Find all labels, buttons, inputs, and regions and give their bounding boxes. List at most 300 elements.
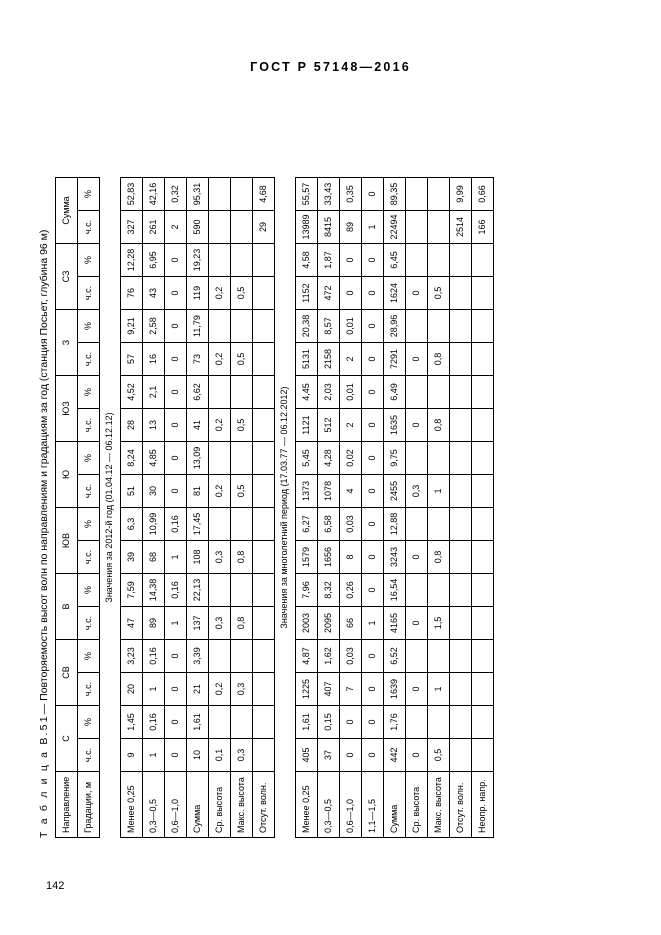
table-cell: 10: [187, 739, 209, 772]
table-cell: 0: [165, 310, 187, 343]
table-cell: [209, 508, 231, 541]
table-cell: [231, 442, 253, 475]
table-cell: [209, 244, 231, 277]
table-cell: [253, 310, 275, 343]
table-cell: 7,59: [121, 574, 143, 607]
table-cell: 55,57: [296, 178, 318, 211]
table-cell: 0: [165, 442, 187, 475]
table-cell: 0: [165, 244, 187, 277]
table-cell: 9,99: [450, 178, 472, 211]
table-cell: [231, 178, 253, 211]
table-cell: 68: [143, 541, 165, 574]
table-cell: 0: [362, 574, 384, 607]
table-cell: 0: [362, 244, 384, 277]
table-cell: [472, 376, 494, 409]
table-cell: 29: [253, 211, 275, 244]
table-cell: 0: [340, 277, 362, 310]
table-cell: [253, 376, 275, 409]
table-cell: 0,5: [231, 409, 253, 442]
table-cell: [428, 640, 450, 673]
table-cell: [253, 508, 275, 541]
table-cell: [472, 244, 494, 277]
table-cell: [253, 442, 275, 475]
header-direction-2: СВ: [56, 640, 78, 706]
table-cell: 2,58: [143, 310, 165, 343]
header-unit-8-1: ч.с.: [78, 277, 100, 310]
table-cell: 4,28: [318, 442, 340, 475]
table-cell: 119: [187, 277, 209, 310]
table-cell: 1,45: [121, 706, 143, 739]
table-cell: 0,3: [231, 673, 253, 706]
table-cell: [428, 706, 450, 739]
table-cell: 10,99: [143, 508, 165, 541]
table-cell: 0,8: [428, 409, 450, 442]
table-row: [340, 178, 362, 838]
table-section-title-row: [100, 178, 121, 838]
table-cell: 0,8: [428, 541, 450, 574]
header-unit-6-1: ч.с.: [78, 409, 100, 442]
table-cell: [472, 640, 494, 673]
table-cell: 6,45: [384, 244, 406, 277]
table-cell: [450, 376, 472, 409]
table-section-title: Значения за 2012-й год (01.04.12 — 06.12.12): [100, 178, 121, 838]
table-cell: 0: [165, 706, 187, 739]
table-cell: 0: [406, 739, 428, 772]
table-cell: [472, 310, 494, 343]
table-cell: 5,45: [296, 442, 318, 475]
row-label: 0,6—1,0: [165, 772, 187, 838]
table-cell: 9,21: [121, 310, 143, 343]
table-cell: 4: [340, 475, 362, 508]
table-cell: [450, 640, 472, 673]
table-row: [406, 178, 428, 838]
table-cell: 37: [318, 739, 340, 772]
table-cell: 0,2: [209, 277, 231, 310]
table-cell: 43: [143, 277, 165, 310]
table-cell: [253, 277, 275, 310]
table-cell: [209, 211, 231, 244]
table-cell: 1,87: [318, 244, 340, 277]
table-cell: 2095: [318, 607, 340, 640]
table-cell: 0: [406, 607, 428, 640]
table-cell: 39: [121, 541, 143, 574]
table-cell: [253, 640, 275, 673]
table-cell: 0,5: [231, 277, 253, 310]
table-cell: 0: [165, 640, 187, 673]
table-cell: 1152: [296, 277, 318, 310]
table-cell: [253, 541, 275, 574]
table-cell: 1,61: [187, 706, 209, 739]
table-cell: 590: [187, 211, 209, 244]
table-cell: [406, 508, 428, 541]
table-cell: [231, 640, 253, 673]
table-cell: 0: [362, 178, 384, 211]
table-cell: 0,32: [165, 178, 187, 211]
table-cell: 2: [165, 211, 187, 244]
table-cell: 0: [406, 409, 428, 442]
table-cell: 1,61: [296, 706, 318, 739]
table-cell: 13,09: [187, 442, 209, 475]
table-cell: 2455: [384, 475, 406, 508]
table-cell: [450, 508, 472, 541]
table-cell: 6,52: [384, 640, 406, 673]
row-label: 1,1—1,5: [362, 772, 384, 838]
table-cell: 5131: [296, 343, 318, 376]
row-label: Сумма: [187, 772, 209, 838]
table-header-row-units: [78, 178, 100, 838]
header-direction-4: ЮВ: [56, 508, 78, 574]
table-cell: [428, 574, 450, 607]
table-cell: 28,96: [384, 310, 406, 343]
table-cell: 0,02: [340, 442, 362, 475]
page-number: 142: [46, 880, 65, 892]
table-cell: [472, 706, 494, 739]
table-cell: 1579: [296, 541, 318, 574]
header-direction-9: Сумма: [56, 178, 78, 244]
header-direction-7: З: [56, 310, 78, 376]
table-cell: 0,15: [318, 706, 340, 739]
table-cell: 1: [362, 607, 384, 640]
table-cell: 0,35: [340, 178, 362, 211]
header-unit-2-2: %: [78, 640, 100, 673]
table-cell: 0: [362, 475, 384, 508]
table-cell: [450, 475, 472, 508]
table-cell: 57: [121, 343, 143, 376]
table-cell: [231, 310, 253, 343]
table-cell: 33,43: [318, 178, 340, 211]
table-cell: 0,66: [472, 178, 494, 211]
table-cell: [428, 211, 450, 244]
row-label: Ср. высота: [406, 772, 428, 838]
table-cell: [450, 409, 472, 442]
table-cell: 0: [165, 277, 187, 310]
table-row: [209, 178, 231, 838]
table-cell: 0: [340, 244, 362, 277]
table-cell: 0,2: [209, 343, 231, 376]
table-cell: 12,88: [384, 508, 406, 541]
table-cell: 9,75: [384, 442, 406, 475]
table-cell: [428, 508, 450, 541]
table-cell: [253, 574, 275, 607]
table-cell: 1: [165, 541, 187, 574]
table-cell: 0: [362, 376, 384, 409]
table-cell: 0,5: [231, 343, 253, 376]
table-cell: 1656: [318, 541, 340, 574]
table-cell: 8,24: [121, 442, 143, 475]
table-cell: 16: [143, 343, 165, 376]
table-cell: 4,85: [143, 442, 165, 475]
table-cell: 0,16: [165, 508, 187, 541]
table-cell: [450, 574, 472, 607]
table-cell: 52,83: [121, 178, 143, 211]
table-cell: 6,49: [384, 376, 406, 409]
table-cell: [472, 574, 494, 607]
table-cell: 0: [362, 310, 384, 343]
table-cell: 89,35: [384, 178, 406, 211]
table-cell: 14,38: [143, 574, 165, 607]
header-unit-9-1: ч.с.: [78, 211, 100, 244]
header-unit-4-2: %: [78, 508, 100, 541]
table-section-title-row: [275, 178, 296, 838]
table-cell: 1635: [384, 409, 406, 442]
table-cell: 2514: [450, 211, 472, 244]
table-cell: [406, 376, 428, 409]
table-cell: [450, 541, 472, 574]
table-cell: 11,79: [187, 310, 209, 343]
table-cell: 8,57: [318, 310, 340, 343]
table-cell: 21: [187, 673, 209, 706]
row-label: 0,3—0,5: [143, 772, 165, 838]
table-cell: [231, 244, 253, 277]
header-direction-8: СЗ: [56, 244, 78, 310]
table-cell: 0: [165, 409, 187, 442]
table-cell: [406, 640, 428, 673]
table-cell: [209, 178, 231, 211]
table-cell: 0: [362, 640, 384, 673]
table-cell: 0,01: [340, 310, 362, 343]
table-cell: [472, 541, 494, 574]
table-cell: [450, 607, 472, 640]
table-caption: [38, 48, 50, 838]
table-cell: [253, 739, 275, 772]
table-cell: 0,03: [340, 508, 362, 541]
table-cell: 7: [340, 673, 362, 706]
table-cell: [450, 673, 472, 706]
table-cell: [472, 409, 494, 442]
row-label: Менее 0,25: [121, 772, 143, 838]
table-cell: 1,76: [384, 706, 406, 739]
table-cell: [406, 178, 428, 211]
header-unit-6-2: %: [78, 376, 100, 409]
table-cell: 1121: [296, 409, 318, 442]
table-cell: 0,8: [428, 343, 450, 376]
table-cell: 0: [406, 277, 428, 310]
table-cell: [231, 574, 253, 607]
table-cell: 41: [187, 409, 209, 442]
table-cell: [209, 376, 231, 409]
table-cell: 0: [406, 541, 428, 574]
table-cell: [406, 310, 428, 343]
table-cell: 0: [406, 343, 428, 376]
table-cell: 76: [121, 277, 143, 310]
table-cell: 20: [121, 673, 143, 706]
table-cell: 7291: [384, 343, 406, 376]
table-cell: [428, 178, 450, 211]
table-cell: 261: [143, 211, 165, 244]
table-row: [428, 178, 450, 838]
table-cell: 30: [143, 475, 165, 508]
table-cell: [253, 244, 275, 277]
table-cell: 0: [340, 739, 362, 772]
table-cell: 0,2: [209, 475, 231, 508]
table-cell: 0,26: [340, 574, 362, 607]
table-cell: 0,3: [209, 607, 231, 640]
table-cell: [472, 475, 494, 508]
table-cell: 0: [165, 673, 187, 706]
table-cell: [450, 343, 472, 376]
table-cell: 1373: [296, 475, 318, 508]
table-cell: 28: [121, 409, 143, 442]
row-label: Макс. высота: [231, 772, 253, 838]
table-cell: 2: [340, 409, 362, 442]
table-cell: 4165: [384, 607, 406, 640]
table-cell: [209, 706, 231, 739]
table-cell: [472, 343, 494, 376]
table-cell: [428, 442, 450, 475]
table-cell: [472, 607, 494, 640]
table-cell: 0: [165, 376, 187, 409]
table-cell: 22494: [384, 211, 406, 244]
table-cell: 1: [428, 475, 450, 508]
table-cell: 13: [143, 409, 165, 442]
table-header-row-directions: [56, 178, 78, 838]
standard-header-text: ГОСТ Р 57148—2016: [250, 60, 411, 74]
table-cell: 6,3: [121, 508, 143, 541]
table-cell: 6,27: [296, 508, 318, 541]
header-unit-1-1: ч.с.: [78, 739, 100, 772]
table-row: [231, 178, 253, 838]
table-cell: 137: [187, 607, 209, 640]
table-row: [384, 178, 406, 838]
table-section-title: Значения за многолетний период (17.03.77 — 06.12.2012): [275, 178, 296, 838]
table-cell: [450, 277, 472, 310]
table-cell: 4,68: [253, 178, 275, 211]
table-cell: [428, 376, 450, 409]
table-cell: 442: [384, 739, 406, 772]
table-cell: 0,2: [209, 409, 231, 442]
table-cell: 1624: [384, 277, 406, 310]
row-label: Менее 0,25: [296, 772, 318, 838]
table-cell: 2158: [318, 343, 340, 376]
table-cell: 512: [318, 409, 340, 442]
table-row: [472, 178, 494, 838]
table-cell: [406, 244, 428, 277]
table-cell: [253, 706, 275, 739]
table-cell: 0: [340, 706, 362, 739]
table-cell: 0: [362, 739, 384, 772]
table-cell: [253, 475, 275, 508]
table-cell: 327: [121, 211, 143, 244]
table-cell: 3243: [384, 541, 406, 574]
table-cell: 0,5: [231, 475, 253, 508]
table-cell: [209, 574, 231, 607]
table-cell: [406, 706, 428, 739]
header-unit-2-1: ч.с.: [78, 673, 100, 706]
row-label: 0,3—0,5: [318, 772, 340, 838]
header-unit-9-2: %: [78, 178, 100, 211]
table-cell: 405: [296, 739, 318, 772]
table-cell: 42,16: [143, 178, 165, 211]
table-cell: 8,32: [318, 574, 340, 607]
table-row: [450, 178, 472, 838]
table-row: [187, 178, 209, 838]
table-cell: 8415: [318, 211, 340, 244]
table-cell: 1: [428, 673, 450, 706]
table-cell: 108: [187, 541, 209, 574]
table-cell: 8: [340, 541, 362, 574]
table-cell: [450, 442, 472, 475]
table-cell: 16,54: [384, 574, 406, 607]
table-cell: 17,45: [187, 508, 209, 541]
table-cell: 0: [406, 673, 428, 706]
table-cell: 0,3: [209, 541, 231, 574]
row-label: Неопр. напр.: [472, 772, 494, 838]
table-cell: [231, 211, 253, 244]
table-caption-text: — Повторяемость высот волн по направлениям и градациям за год (станция Посьет, глубина 96 м): [38, 229, 50, 715]
header-unit-8-2: %: [78, 244, 100, 277]
table-cell: 0,3: [231, 739, 253, 772]
table-cell: 2003: [296, 607, 318, 640]
row-label: Ср. высота: [209, 772, 231, 838]
table-cell: [450, 310, 472, 343]
header-unit-3-1: ч.с.: [78, 607, 100, 640]
table-cell: 0: [362, 541, 384, 574]
table-cell: 0,5: [428, 739, 450, 772]
table-cell: 0,3: [406, 475, 428, 508]
table-cell: 89: [143, 607, 165, 640]
table-cell: 2,1: [143, 376, 165, 409]
table-cell: 1639: [384, 673, 406, 706]
header-unit-7-2: %: [78, 310, 100, 343]
table-cell: 66: [340, 607, 362, 640]
table-cell: 0,8: [231, 607, 253, 640]
table-row: [296, 178, 318, 838]
table-cell: 0,5: [428, 277, 450, 310]
table-cell: 1: [143, 673, 165, 706]
header-direction-6: ЮЗ: [56, 376, 78, 442]
table-caption-label: Т а б л и ц а B.51: [38, 714, 50, 838]
table-cell: [209, 442, 231, 475]
table-cell: 89: [340, 211, 362, 244]
table-cell: 2,03: [318, 376, 340, 409]
table-cell: 13989: [296, 211, 318, 244]
table-cell: 4,58: [296, 244, 318, 277]
header-unit-4-1: ч.с.: [78, 541, 100, 574]
table-cell: 1: [165, 607, 187, 640]
table-row: [165, 178, 187, 838]
table-cell: 0,1: [209, 739, 231, 772]
table-row: [318, 178, 340, 838]
table-cell: [406, 442, 428, 475]
table-cell: 1078: [318, 475, 340, 508]
table-cell: 0: [362, 277, 384, 310]
wave-frequency-table: [55, 177, 494, 838]
table-cell: 4,87: [296, 640, 318, 673]
row-label: 0,6—1,0: [340, 772, 362, 838]
table-cell: 7,96: [296, 574, 318, 607]
table-cell: 95,31: [187, 178, 209, 211]
table-cell: 73: [187, 343, 209, 376]
table-cell: 0,16: [165, 574, 187, 607]
table-cell: [253, 343, 275, 376]
table-cell: 81: [187, 475, 209, 508]
table-cell: [253, 673, 275, 706]
table-cell: 22,13: [187, 574, 209, 607]
table-cell: [231, 508, 253, 541]
table-cell: 0: [362, 508, 384, 541]
table-cell: 1: [362, 211, 384, 244]
table-cell: [253, 607, 275, 640]
table-cell: 19,23: [187, 244, 209, 277]
table-cell: [253, 409, 275, 442]
table-cell: [231, 376, 253, 409]
header-direction-5: Ю: [56, 442, 78, 508]
table-cell: [209, 310, 231, 343]
table-row: [253, 178, 275, 838]
table-cell: 1225: [296, 673, 318, 706]
table-cell: 0: [165, 475, 187, 508]
table-cell: [209, 640, 231, 673]
